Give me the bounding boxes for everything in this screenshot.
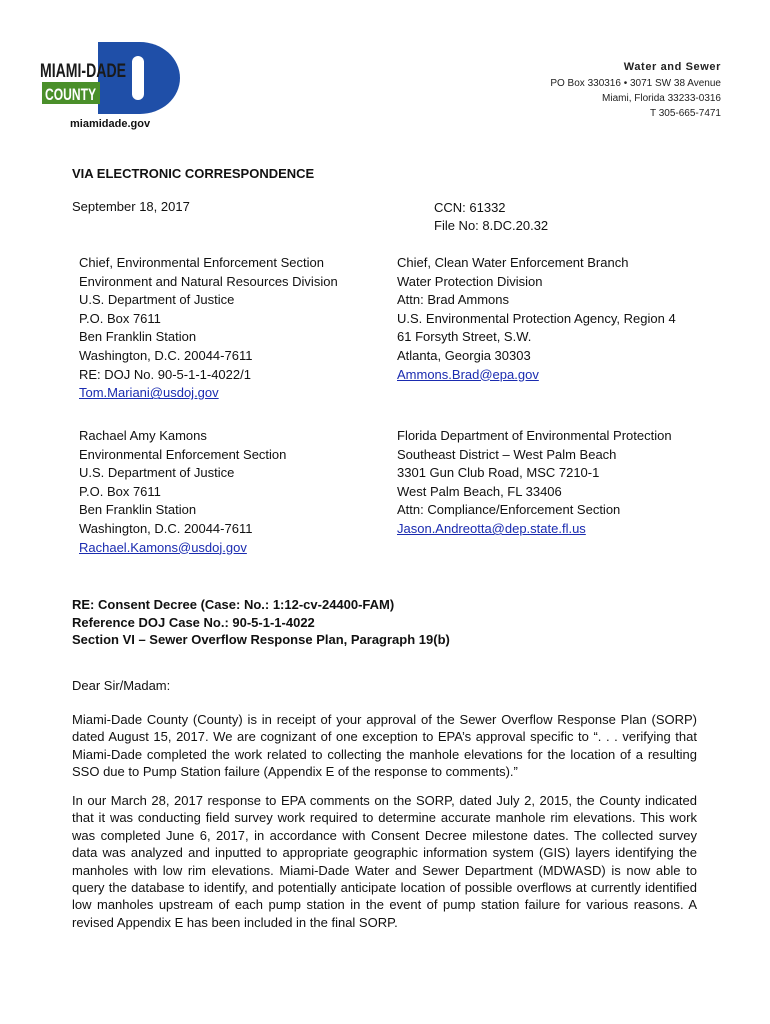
file-number: File No: 8.DC.20.32 <box>434 218 549 233</box>
address-line: 3301 Gun Club Road, MSC 7210-1 <box>397 465 600 481</box>
salutation: Dear Sir/Madam: <box>72 678 171 693</box>
address-line: Chief, Environmental Enforcement Section <box>79 255 324 270</box>
email-link[interactable]: Rachael.Kamons@usdoj.gov <box>79 539 247 555</box>
address-line: Florida Department of Environmental Protection <box>397 428 672 443</box>
department-phone: T 305-665-7471 <box>650 108 721 119</box>
address-line: Southeast District – West Palm Beach <box>397 446 617 462</box>
delivery-method: VIA ELECTRONIC CORRESPONDENCE <box>72 166 315 181</box>
address-line: Ben Franklin Station <box>79 502 197 518</box>
address-line: P.O. Box 7611 <box>79 310 161 326</box>
logo-graphic <box>40 42 182 114</box>
department-block <box>550 60 721 121</box>
address-line: Attn: Brad Ammons <box>397 292 509 308</box>
address-line: Environmental Enforcement Section <box>79 446 287 462</box>
address-line: RE: DOJ No. 90-5-1-1-4022/1 <box>79 366 251 382</box>
logo-line1: MIAMI-DADE <box>40 61 126 82</box>
addressee-epa-chief <box>397 254 676 384</box>
address-line: West Palm Beach, FL 33406 <box>397 483 562 499</box>
address-line: Water Protection Division <box>397 273 543 289</box>
email-link[interactable]: Ammons.Brad@epa.gov <box>397 366 539 382</box>
reference-numbers <box>434 199 548 235</box>
letter-date: September 18, 2017 <box>72 199 190 214</box>
address-line: Environment and Natural Resources Division <box>79 273 338 289</box>
address-line: 61 Forsyth Street, S.W. <box>397 329 532 345</box>
website-label: miamidade.gov <box>70 118 151 130</box>
address-line: P.O. Box 7611 <box>79 483 161 499</box>
email-link[interactable]: Jason.Andreotta@dep.state.fl.us <box>397 520 586 536</box>
department-po-box: PO Box 330316 • 3071 SW 38 Avenue <box>550 78 721 89</box>
subject-line: RE: Consent Decree (Case: No.: 1:12-cv-24400-FAM) <box>72 597 395 612</box>
ccn-number: CCN: 61332 <box>434 200 506 215</box>
address-line: Washington, D.C. 20044-7611 <box>79 520 253 536</box>
address-line: Atlanta, Georgia 30303 <box>397 347 531 363</box>
address-line: U.S. Environmental Protection Agency, Region 4 <box>397 310 676 326</box>
addressee-doj-kamons <box>79 427 286 557</box>
subject-line: Section VI – Sewer Overflow Response Plan, Paragraph 19(b) <box>72 632 450 647</box>
department-name: Water and Sewer <box>623 61 721 73</box>
miami-dade-logo <box>40 42 182 114</box>
address-line: Ben Franklin Station <box>79 329 197 345</box>
address-line: U.S. Department of Justice <box>79 465 235 481</box>
logo-d-inner <box>132 56 144 100</box>
address-line: Washington, D.C. 20044-7611 <box>79 347 253 363</box>
address-line: Chief, Clean Water Enforcement Branch <box>397 255 629 270</box>
body-paragraph: Miami-Dade County (County) is in receipt of your approval of the Sewer Overflow Response Plan (SORP) dated August 15, 2017. We are cognizant of one exception to EPA’s approval specific to “. . . verifying that Miami-Dade completed the work related to collecting the manhole elevations for the location of a resulting SSO due to Pump Station failure (Appendix E of the response to comments).” <box>72 712 697 780</box>
subject-line: Reference DOJ Case No.: 90-5-1-1-4022 <box>72 614 315 630</box>
addressee-doj-chief <box>79 254 338 403</box>
logo-line2: COUNTY <box>45 85 97 104</box>
body-paragraph: In our March 28, 2017 response to EPA comments on the SORP, dated July 2, 2015, the County indicated that it was conducting field survey work required to determine accurate manhole rim elevations. This work was completed June 6, 2017, in accordance with Consent Decree milestone dates. The collected survey data was analyzed and inputted to appropriate geographic information system (GIS) layers identifying the manholes with low rim elevations. Miami-Dade Water and Sewer Department (MDWASD) is now able to query the database to identify, and potentially anticipate location of possible overflows at currently identified low manholes upstream of each pump station in the event of pump station failure for various reasons. A revised Appendix E has been included in the final SORP. <box>72 793 697 930</box>
address-line: U.S. Department of Justice <box>79 292 235 308</box>
subject-block <box>72 596 450 649</box>
address-line: Attn: Compliance/Enforcement Section <box>397 502 621 518</box>
addressee-fdep <box>397 427 672 539</box>
department-city: Miami, Florida 33233-0316 <box>602 93 721 104</box>
email-link[interactable]: Tom.Mariani@usdoj.gov <box>79 385 219 401</box>
address-line: Rachael Amy Kamons <box>79 428 207 443</box>
